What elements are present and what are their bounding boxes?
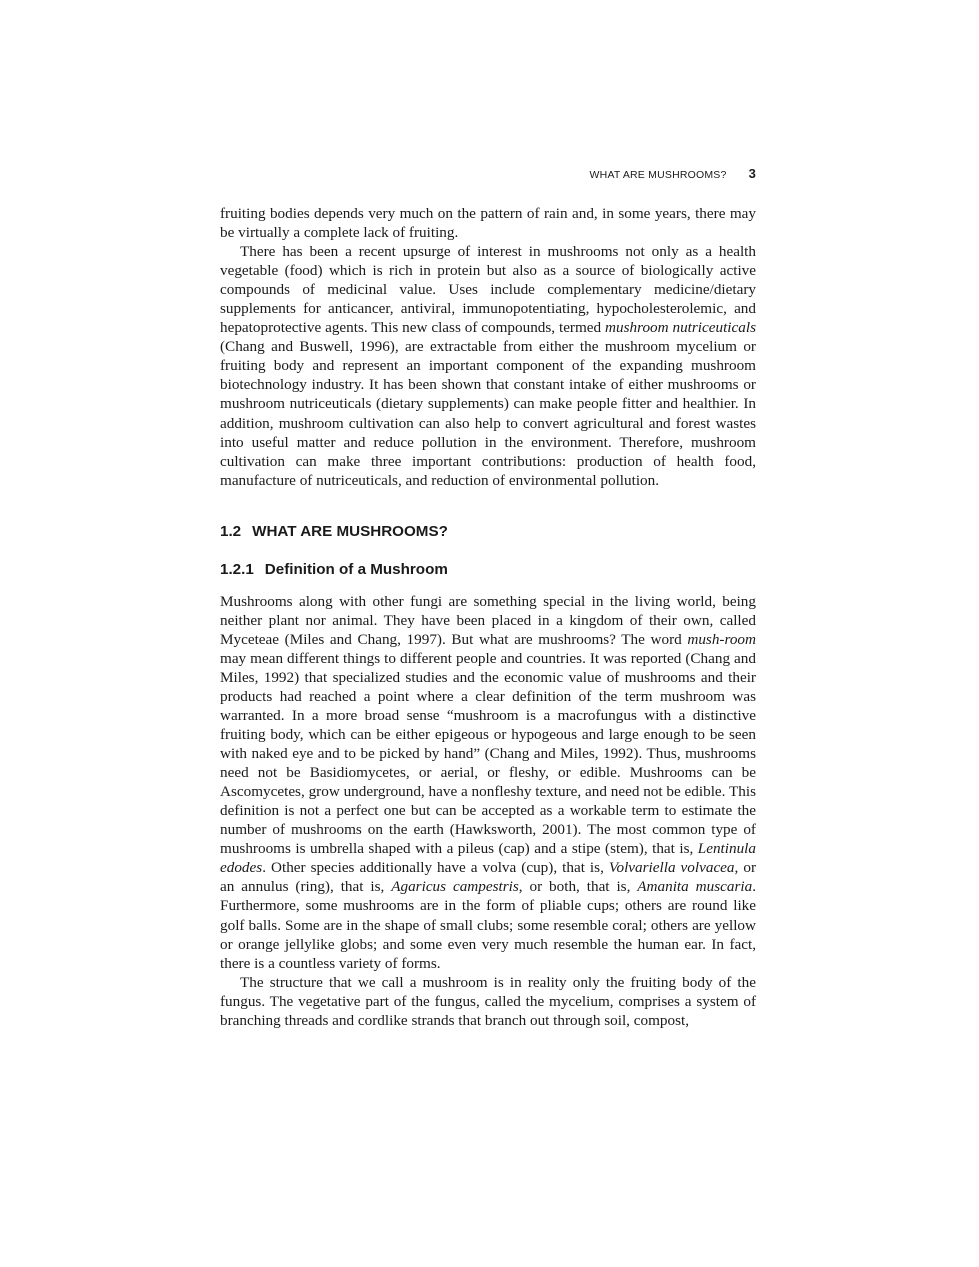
running-header — [220, 166, 756, 182]
species-name: Amanita muscaria — [637, 878, 753, 896]
page-number: 3 — [748, 166, 756, 181]
species-name: Agaricus campestris — [391, 878, 519, 896]
section-number: 1.2 — [220, 522, 242, 540]
section-heading — [220, 520, 756, 541]
species-name: Lentinula edodes — [220, 840, 756, 877]
paragraph-text: . Other species additionally have a volva (cup), that is, — [262, 859, 609, 877]
book-page — [220, 166, 756, 1030]
paragraph-definition — [220, 592, 756, 973]
running-title: WHAT ARE MUSHROOMS? — [589, 169, 727, 181]
paragraph-text: Mushrooms along with other fungi are something special in the living world, being neither plant nor animal. They have been placed in a kingdom of their own, called Myceteae (Miles and Chang, 1997). But what are mushrooms? The word — [220, 592, 756, 648]
paragraph-text: may mean different things to different people and countries. It was reported (Chang and Miles, 1992) that specialized studies and the economic value of mushrooms and their products had reached a point where a clear definition of the term mushroom was warranted. In a more broad sense “mushroom is a macrofungus with a distinctive fruiting body, which can be either epigeous or hypogeous and large enough to be seen with naked eye and to be picked by hand” (Chang and Miles, 1992). Thus, mushrooms need not be Basidiomycetes, or aerial, or fleshy, or edible. Mushrooms can be Ascomycetes, grow underground, have a nonfleshy texture, and need not be edible. This definition is not a perfect one but can be accepted as a workable term to estimate the number of mushrooms on the earth (Hawksworth, 2001). The most common type of mushrooms is umbrella shaped with a pileus (cap) and a stipe (stem), that is, — [220, 649, 756, 858]
subsection-title: Definition of a Mushroom — [264, 560, 448, 578]
subsection-number: 1.2.1 — [220, 560, 254, 578]
subsection-heading — [220, 560, 756, 579]
paragraph-text: There has been a recent upsurge of interest in mushrooms not only as a health vegetable (food) which is rich in protein but also as a source of biologically active compounds of medicinal value. Uses include complementary medicine/dietary supplements for anticancer, antiviral, immunopotentiating, hypocholesterolemic, and hepatoprotective agents. This new class of compounds, termed — [220, 243, 756, 337]
species-name: Volvariella volvacea — [608, 859, 735, 877]
paragraph-structure — [220, 973, 756, 1030]
paragraph-text: The structure that we call a mushroom is in reality only the fruiting body of the fungus. The vegetative part of the fungus, called the mycelium, comprises a system of branching threads and cordlike strands that branch out through soil, compost, — [220, 973, 756, 1029]
paragraph-nutriceuticals — [220, 242, 756, 490]
emphasis-term: mush-room — [687, 630, 756, 648]
paragraph-continued — [220, 204, 756, 242]
paragraph-text: fruiting bodies depends very much on the pattern of rain and, in some years, there may be virtually a complete lack of fruiting. — [220, 205, 756, 242]
paragraph-text: , or an annulus (ring), that is, — [220, 859, 757, 896]
section-title: WHAT ARE MUSHROOMS? — [252, 522, 448, 540]
paragraph-text: (Chang and Buswell, 1996), are extractable from either the mushroom mycelium or fruiting body and represent an important component of the expanding mushroom biotechnology industry. It has been shown that constant intake of either mushrooms or mushroom nutriceuticals (dietary supplements) can make people fitter and healthier. In addition, mushroom cultivation can also help to convert agricultural and forest wastes into useful matter and reduce pollution in the environment. Therefore, mushroom cultivation can make three important contributions: production of health food, manufacture of nutriceuticals, and reduction of environmental pollution. — [220, 338, 756, 489]
paragraph-text: , or both, that is, — [518, 878, 638, 896]
emphasis-term: mushroom nutriceuticals — [605, 319, 756, 337]
paragraph-text: . Furthermore, some mushrooms are in the form of pliable cups; others are round like golf balls. Some are in the shape of small clubs; some resemble coral; others are yellow or orange jellylike globs; and some even very much resemble the human ear. In fact, there is a countless variety of forms. — [220, 878, 756, 972]
